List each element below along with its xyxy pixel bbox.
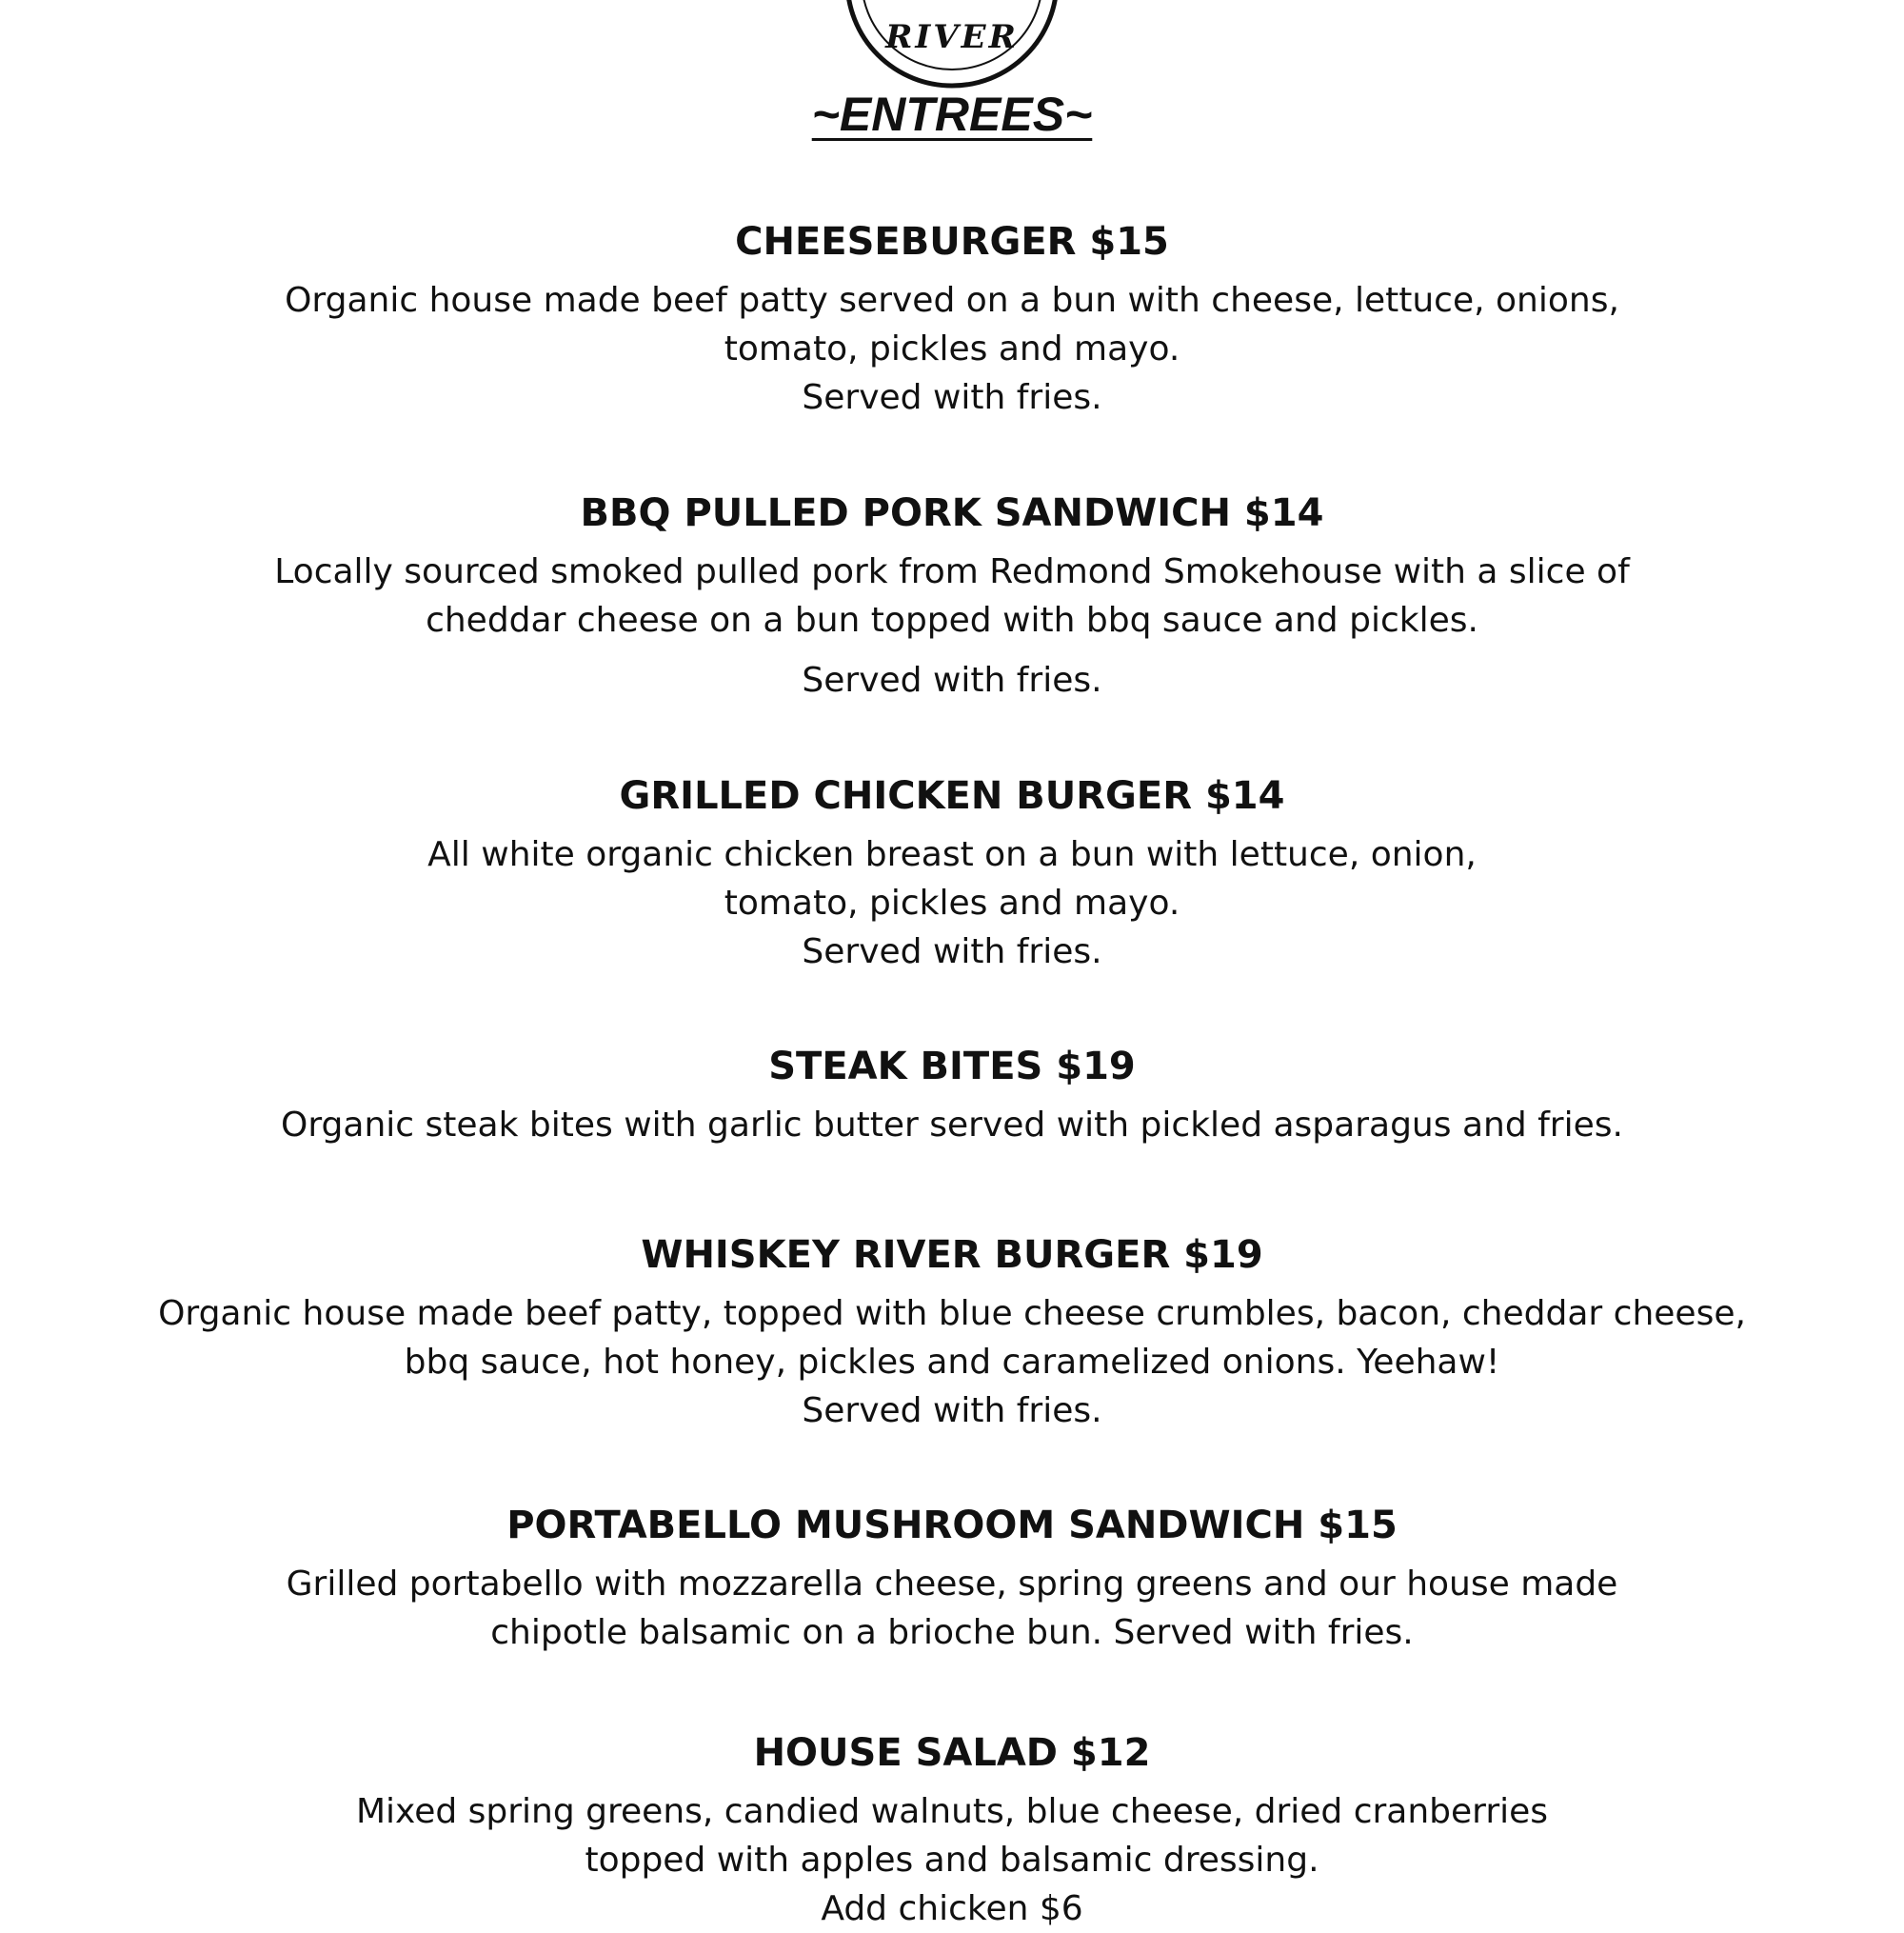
item-description: Grilled portabello with mozzarella cheese, spring greens and our house made: [286, 1564, 1618, 1604]
section-title-text: ~ENTREES~: [811, 88, 1093, 141]
item-description: Organic steak bites with garlic butter served with pickled asparagus and fries.: [281, 1106, 1623, 1145]
item-title: BBQ PULLED PORK SANDWICH $14: [580, 491, 1324, 535]
item-description: Mixed spring greens, candied walnuts, blue cheese, dried cranberries: [355, 1792, 1549, 1831]
menu-item-steak-bites: [95, 1042, 1809, 1149]
item-title: HOUSE SALAD $12: [753, 1731, 1151, 1775]
item-description: topped with apples and balsamic dressing.: [585, 1841, 1319, 1880]
item-description: tomato, pickles and mayo.: [724, 884, 1180, 923]
logo-word: RIVER: [885, 18, 1019, 56]
section-title: [0, 86, 1904, 143]
menu-item-house-salad: [95, 1728, 1809, 1933]
menu-item-cheeseburger: [95, 217, 1809, 422]
item-description: cheddar cheese on a bun topped with bbq sauce and pickles.: [426, 601, 1478, 640]
menu-item-grilled-chicken-burger: [95, 771, 1809, 976]
item-title: STEAK BITES $19: [768, 1045, 1136, 1088]
item-title: PORTABELLO MUSHROOM SANDWICH $15: [506, 1504, 1398, 1547]
item-title: GRILLED CHICKEN BURGER $14: [619, 774, 1285, 818]
item-description: chipotle balsamic on a brioche bun. Served with fries.: [490, 1613, 1414, 1652]
item-title: WHISKEY RIVER BURGER $19: [641, 1233, 1263, 1277]
item-description: All white organic chicken breast on a bun with lettuce, onion,: [427, 835, 1477, 874]
item-served-with: Served with fries.: [802, 1391, 1102, 1430]
item-served-with: Served with fries.: [802, 932, 1102, 971]
item-title: CHEESEBURGER $15: [735, 220, 1169, 264]
item-served-with: Served with fries.: [802, 378, 1102, 417]
item-description: Organic house made beef patty, topped with blue cheese crumbles, bacon, cheddar cheese,: [158, 1294, 1746, 1333]
item-add-on: Add chicken $6: [821, 1889, 1083, 1928]
menu-item-bbq-pulled-pork: [95, 488, 1809, 705]
menu-item-whiskey-river-burger: [95, 1230, 1809, 1435]
item-description: Organic house made beef patty served on a bun with cheese, lettuce, onions,: [285, 281, 1619, 320]
item-description: bbq sauce, hot honey, pickles and caramelized onions. Yeehaw!: [404, 1343, 1500, 1382]
item-description: tomato, pickles and mayo.: [724, 329, 1180, 369]
item-served-with: Served with fries.: [802, 661, 1102, 700]
menu-item-portabello-mushroom-sandwich: [95, 1501, 1809, 1657]
whiskey-river-logo: [819, 0, 1085, 67]
item-description: Locally sourced smoked pulled pork from Redmond Smokehouse with a slice of: [274, 552, 1630, 591]
